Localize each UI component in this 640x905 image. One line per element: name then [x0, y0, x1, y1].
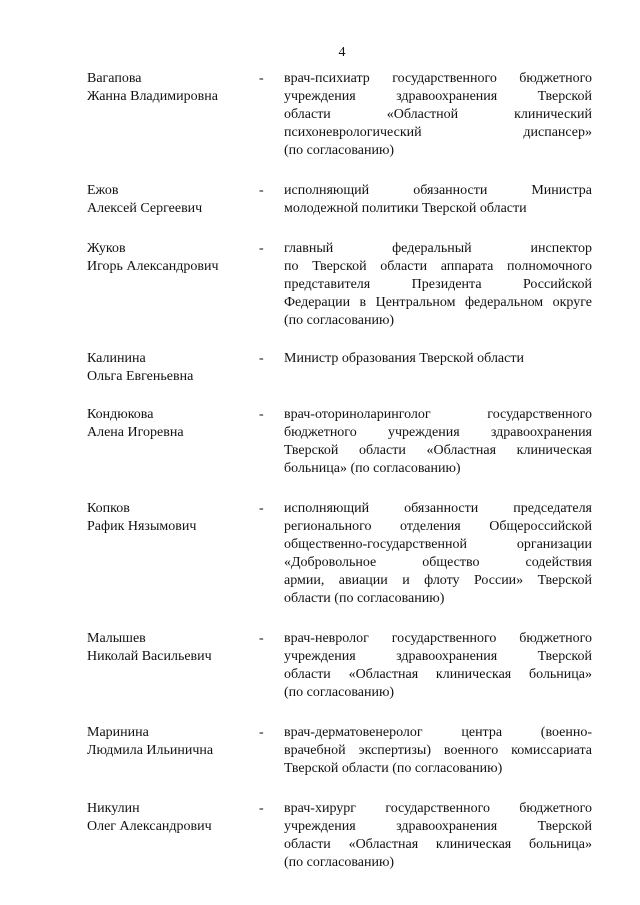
person-name — [87, 240, 259, 276]
position-line: учреждения здравоохранения Тверской — [284, 649, 592, 664]
position-line: учреждения здравоохранения Тверской — [284, 819, 592, 834]
position-line: психоневрологический диспансер» — [284, 125, 592, 140]
given-names: Людмила Ильинична — [87, 743, 214, 758]
position-line: области (по согласованию) — [284, 591, 445, 606]
position-line: по Тверской области аппарата полномочного — [284, 259, 592, 274]
position-description — [284, 630, 592, 702]
surname: Жуков — [87, 241, 126, 256]
position-line: области «Областная клиническая больница» — [284, 837, 592, 852]
person-name — [87, 182, 259, 218]
person-name — [87, 630, 259, 666]
position-line: (по согласованию) — [284, 313, 395, 328]
given-names: Олег Александрович — [87, 819, 212, 834]
dash-separator: - — [259, 501, 264, 516]
position-line: «Добровольное общество содействия — [284, 555, 592, 570]
list-item — [87, 724, 592, 778]
dash-separator: - — [259, 631, 264, 646]
given-names: Николай Васильевич — [87, 649, 212, 664]
surname: Калинина — [87, 351, 146, 366]
list-item — [87, 800, 592, 872]
position-line: бюджетного учреждения здравоохранения — [284, 425, 592, 440]
dash-separator: - — [259, 71, 264, 86]
surname: Кондюкова — [87, 407, 154, 422]
person-name — [87, 70, 259, 106]
person-name — [87, 724, 259, 760]
surname: Никулин — [87, 801, 140, 816]
position-line: врач-дерматовенеролог центра (военно- — [284, 725, 592, 740]
given-names: Алена Игоревна — [87, 425, 184, 440]
dash-separator: - — [259, 351, 264, 366]
dash-separator: - — [259, 725, 264, 740]
page-number: 4 — [338, 45, 346, 60]
list-item — [87, 240, 592, 330]
position-line: Тверской области «Областная клиническая — [284, 443, 592, 458]
position-line: общественно-государственной организации — [284, 537, 592, 552]
position-line: больница» (по согласованию) — [284, 461, 461, 476]
position-line: (по согласованию) — [284, 685, 395, 700]
members-list — [87, 70, 592, 872]
position-line: Федерации в Центральном федеральном округе — [284, 295, 592, 310]
position-line: врач-невролог государственного бюджетного — [284, 631, 592, 646]
dash-separator: - — [259, 183, 264, 198]
person-name — [87, 800, 259, 836]
position-line: регионального отделения Общероссийской — [284, 519, 592, 534]
list-item — [87, 406, 592, 478]
position-line: (по согласованию) — [284, 855, 395, 870]
position-line: исполняющий обязанности председателя — [284, 501, 592, 516]
position-description — [284, 350, 592, 368]
list-item — [87, 500, 592, 608]
position-line: представителя Президента Российской — [284, 277, 592, 292]
position-line: области «Областной клинический — [284, 107, 592, 122]
list-item — [87, 70, 592, 160]
surname: Копков — [87, 501, 130, 516]
surname: Малышев — [87, 631, 146, 646]
surname: Вагапова — [87, 71, 142, 86]
position-line: Министр образования Тверской области — [284, 351, 524, 366]
given-names: Жанна Владимировна — [87, 89, 218, 104]
surname: Маринина — [87, 725, 149, 740]
person-name — [87, 350, 259, 386]
position-line: врач-оториноларинголог государственного — [284, 407, 592, 422]
position-line: (по согласованию) — [284, 143, 395, 158]
position-line: главный федеральный инспектор — [284, 241, 592, 256]
dash-separator: - — [259, 241, 264, 256]
position-description — [284, 800, 592, 872]
position-line: молодежной политики Тверской области — [284, 201, 527, 216]
position-description — [284, 70, 592, 160]
list-item — [87, 630, 592, 702]
position-line: врач-хирург государственного бюджетного — [284, 801, 592, 816]
position-line: учреждения здравоохранения Тверской — [284, 89, 592, 104]
surname: Ежов — [87, 183, 119, 198]
person-name — [87, 406, 259, 442]
dash-separator: - — [259, 407, 264, 422]
given-names: Рафик Нязымович — [87, 519, 197, 534]
given-names: Игорь Александрович — [87, 259, 219, 274]
position-line: Тверской области (по согласованию) — [284, 761, 503, 776]
position-description — [284, 724, 592, 778]
position-line: врач-психиатр государственного бюджетного — [284, 71, 592, 86]
position-description — [284, 182, 592, 218]
position-description — [284, 500, 592, 608]
given-names: Алексей Сергеевич — [87, 201, 203, 216]
list-item — [87, 350, 592, 386]
position-line: армии, авиации и флоту России» Тверской — [284, 573, 592, 588]
position-line: области «Областная клиническая больница» — [284, 667, 592, 682]
position-description — [284, 406, 592, 478]
given-names: Ольга Евгеньевна — [87, 369, 194, 384]
list-item — [87, 182, 592, 218]
position-line: врачебной экспертизы) военного комиссариата — [284, 743, 592, 758]
person-name — [87, 500, 259, 536]
position-description — [284, 240, 592, 330]
position-line: исполняющий обязанности Министра — [284, 183, 592, 198]
dash-separator: - — [259, 801, 264, 816]
